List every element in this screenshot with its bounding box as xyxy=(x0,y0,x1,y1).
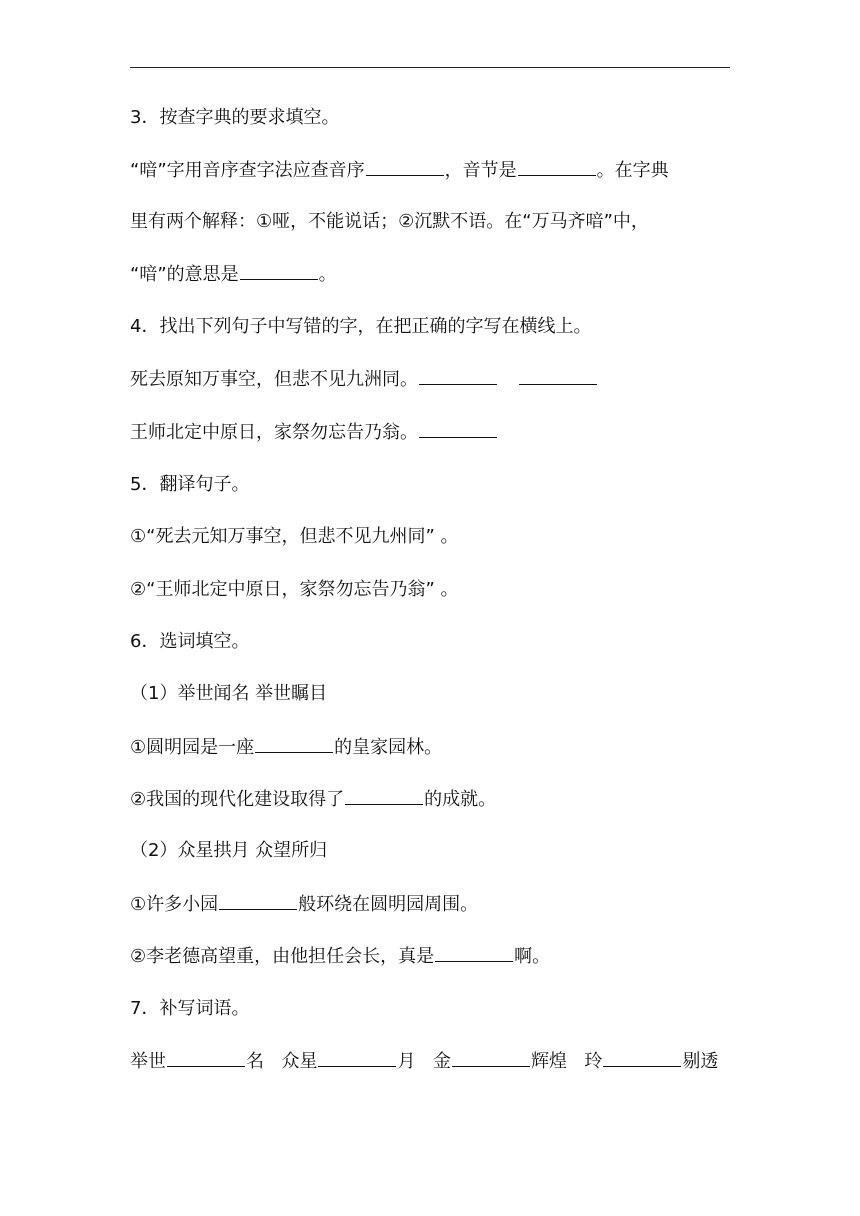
q7-words xyxy=(130,1048,740,1075)
answer-blank[interactable] xyxy=(219,891,297,910)
answer-blank[interactable] xyxy=(519,366,597,385)
answer-blank[interactable] xyxy=(518,157,596,176)
q3-text: ，音节是 xyxy=(444,160,517,181)
q7-text: 月 xyxy=(397,1051,416,1072)
q4-text: 死去原知万事空，但悲不见九洲同。 xyxy=(130,369,418,390)
q6-text: 啊。 xyxy=(514,946,551,967)
q6-group1-label: （1）举世闻名 举世瞩目 xyxy=(130,683,328,704)
header-rule xyxy=(130,67,730,68)
q6-text: ①许多小园 xyxy=(130,894,219,915)
q4-heading: 4．找出下列句子中写错的字，在把正确的字写在横线上。 xyxy=(130,316,592,337)
q7-text: 名 xyxy=(246,1051,264,1072)
answer-blank[interactable] xyxy=(345,786,423,805)
q5-sentence1: ①“死去元知万事空，但悲不见九州同” 。 xyxy=(130,526,459,547)
q6-text: ①圆明园是一座 xyxy=(130,737,255,758)
answer-blank[interactable] xyxy=(366,157,444,176)
answer-blank[interactable] xyxy=(255,734,333,753)
answer-blank[interactable] xyxy=(419,366,497,385)
q7-text: 众星 xyxy=(281,1051,318,1072)
answer-blank[interactable] xyxy=(603,1048,681,1067)
q5-heading: 5．翻译句子。 xyxy=(130,474,250,495)
q4-sentence2 xyxy=(130,419,740,446)
q6-text: ②李老德高望重，由他担任会长，真是 xyxy=(130,946,435,967)
answer-blank[interactable] xyxy=(318,1048,396,1067)
q6-item xyxy=(130,786,740,813)
q6-text: 的成就。 xyxy=(424,789,497,810)
q5-sentence2: ②“王师北定中原日，家祭勿忘告乃翁” 。 xyxy=(130,579,459,600)
q6-text: 的皇家园林。 xyxy=(334,737,443,758)
q6-text: 般环绕在圆明园周围。 xyxy=(298,894,479,915)
q6-item xyxy=(130,891,740,918)
q4-text: 王师北定中原日，家祭勿忘告乃翁。 xyxy=(130,422,418,443)
q7-text: 玲 xyxy=(584,1051,603,1072)
q6-item xyxy=(130,943,740,970)
q6-group2-label: （2）众星拱月 众望所归 xyxy=(130,840,328,861)
q3-line1 xyxy=(130,157,740,184)
answer-blank[interactable] xyxy=(167,1048,245,1067)
q7-text: 金 xyxy=(432,1051,451,1072)
q7-text: 辉煌 xyxy=(530,1051,567,1072)
q3-heading: 3．按查字典的要求填空。 xyxy=(130,107,340,128)
answer-blank[interactable] xyxy=(452,1048,530,1067)
answer-blank[interactable] xyxy=(240,261,318,280)
q3-line3 xyxy=(130,261,740,288)
q3-line2: 里有两个解释：①哑，不能说话；②沉默不语。在“万马齐喑”中， xyxy=(130,211,649,232)
q6-item xyxy=(130,734,740,761)
q3-text: 。在字典 xyxy=(596,160,669,181)
answer-blank[interactable] xyxy=(419,419,497,438)
q7-text: 举世 xyxy=(130,1051,166,1072)
q4-sentence1 xyxy=(130,366,740,393)
q7-heading: 7．补写词语。 xyxy=(130,998,250,1019)
answer-blank[interactable] xyxy=(435,943,513,962)
q3-text: “喑”的意思是 xyxy=(130,264,239,285)
q3-text: 。 xyxy=(318,264,337,285)
q6-text: ②我国的现代化建设取得了 xyxy=(130,789,345,810)
q3-text: “喑”字用音序查字法应查音序 xyxy=(130,160,365,181)
q7-text: 剔透 xyxy=(682,1051,719,1072)
q6-heading: 6．选词填空。 xyxy=(130,631,250,652)
